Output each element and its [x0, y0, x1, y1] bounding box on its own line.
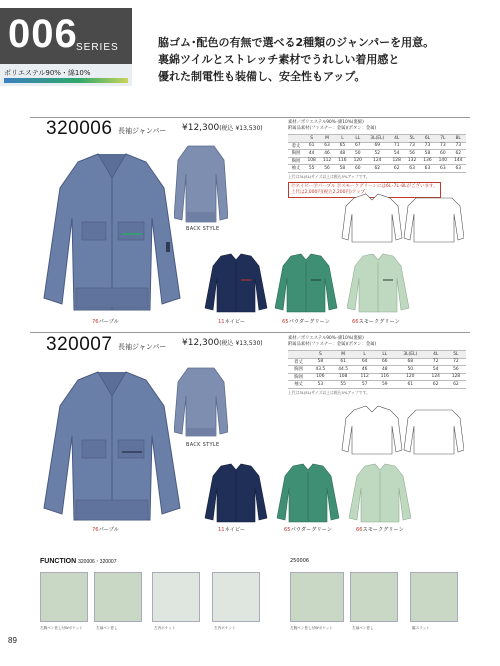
function-caption-6: 左袖ペン差し [352, 626, 374, 630]
size-table-cell: 128 [389, 157, 404, 165]
description-line-1: 脇ゴム･配色の有無で選べる2種類のジャンパーを用意。 [158, 36, 435, 49]
size-table-cell: 袖丈 [288, 381, 309, 389]
size-table-cell: 3L(EL) [395, 351, 426, 359]
size-table-cell: 66 [375, 358, 395, 366]
product-price: ¥12,300(税込 ¥13,530) [182, 338, 263, 348]
size-table-cell: 68 [395, 358, 426, 366]
main-jacket-purple-2 [38, 366, 186, 526]
size-table-cell: 71 [389, 142, 404, 150]
main-jacket-purple [38, 148, 186, 316]
size-table-cell: 5L [404, 135, 419, 143]
size-table-cell: 132 [404, 157, 419, 165]
size-table-cell: 54 [389, 150, 404, 158]
size-table-cell: L [335, 135, 350, 143]
back-jacket-purple [174, 140, 228, 224]
size-table-cell: 50 [350, 150, 365, 158]
product-number: 320007 [46, 334, 113, 355]
size-table-row [288, 358, 466, 366]
function-thumb-7 [410, 572, 458, 622]
jacket-navy [203, 252, 269, 314]
size-table-row [288, 381, 466, 389]
size-table-cell: 63 [435, 165, 450, 173]
size-table-cell: 55 [332, 381, 355, 389]
size-table-cell: 48 [335, 150, 350, 158]
size-table-cell: 60 [350, 165, 365, 173]
size-table-header [288, 351, 466, 359]
size-table-cell: 63 [404, 165, 419, 173]
size-table-cell: 胸囲 [288, 373, 309, 381]
description-line-3: 優れた制電性も装備し、安全性もアップ。 [158, 70, 366, 83]
size-table-cell: 57 [355, 381, 375, 389]
product-price: ¥12,300(税込 ¥13,530) [182, 123, 263, 133]
size-table-cell: 6L [420, 135, 435, 143]
size-table-row [288, 150, 466, 158]
size-table-cell: 5L [446, 351, 466, 359]
size-table-cell: 胸囲 [288, 150, 304, 158]
size-table-cell: 58 [420, 150, 435, 158]
fabric-color-bar [4, 78, 128, 83]
product-category: 長袖ジャンパー [118, 343, 167, 351]
back-style-label: BACK STYLE [186, 442, 220, 448]
series-number: 006 [8, 12, 78, 56]
size-table-cell: 120 [350, 157, 365, 165]
color-label-navy: 11ネイビー [218, 319, 246, 325]
function-thumb-3 [152, 572, 200, 622]
size-table-cell: 112 [355, 373, 375, 381]
size-table-cell: 73 [420, 142, 435, 150]
jacket-smoke-green [345, 252, 411, 314]
function-caption-3: 左内ポケット [154, 626, 176, 630]
size-table-cell: 61 [304, 142, 319, 150]
fabric-strip [0, 64, 132, 86]
size-table-cell: 124 [426, 373, 446, 381]
size-table-row [288, 157, 466, 165]
size-table-row [288, 373, 466, 381]
size-table-cell: 4L [389, 135, 404, 143]
size-table-cell: 60 [435, 150, 450, 158]
page-number: 89 [8, 636, 17, 645]
size-table-row [288, 366, 466, 374]
function-thumb-6 [350, 572, 398, 622]
size-table-cell: 59 [375, 381, 395, 389]
size-table [288, 350, 466, 389]
function-thumb-4 [212, 572, 260, 622]
size-table-cell: 56 [319, 165, 334, 173]
size-table-cell: 61 [332, 358, 355, 366]
size-table-cell: 8L [451, 135, 466, 143]
product-spec: 素材／ポリエステル90%･綿10%(裏綿) 附属品素材(ファスナー：金属)(ボタン：金属) [288, 120, 377, 131]
jacket-navy-2 [203, 462, 269, 524]
size-table-cell: 65 [335, 142, 350, 150]
size-table-cell [288, 135, 304, 143]
color-label-powder-green: 65パウダーグリーン [284, 527, 332, 533]
size-table-cell: 63 [451, 165, 466, 173]
size-table-cell: 112 [319, 157, 334, 165]
size-table-cell: 64 [355, 358, 375, 366]
size-table-cell: LL [350, 135, 365, 143]
size-table-cell: 52 [365, 150, 389, 158]
back-style-label: BACK STYLE [186, 226, 220, 232]
size-table-cell: 44.5 [332, 366, 355, 374]
series-badge [0, 8, 132, 64]
description-line-2: 裏綿ツイルとストレッチ素材でうれしい着用感と [158, 53, 400, 66]
size-table-cell [288, 351, 309, 359]
fabric-label: ポリエステル90%・綿10% [4, 69, 91, 77]
color-label-smoke-green: 66スモークグリーン [352, 319, 400, 325]
size-table-header [288, 135, 466, 143]
color-label-purple: 76パープル [92, 527, 119, 533]
size-table-cell: 58 [309, 358, 332, 366]
size-table-cell: 7L [435, 135, 450, 143]
jacket-smoke-green-2 [347, 462, 413, 524]
size-note: 上代は3L(EL)サイズ以上は税込5%アップです。 [288, 390, 370, 395]
size-table-cell: 着丈 [288, 142, 304, 150]
function-title: FUNCTION 320006・320007 [40, 558, 117, 565]
size-table-cell: 胸囲 [288, 366, 309, 374]
product-category: 長袖ジャンパー [118, 127, 167, 135]
size-table-cell: 73 [435, 142, 450, 150]
size-table-cell: 55 [304, 165, 319, 173]
color-label-purple: 76パープル [92, 319, 119, 325]
divider-middle [30, 332, 470, 333]
size-table-cell: LL [375, 351, 395, 359]
size-table-cell: 116 [335, 157, 350, 165]
size-table-row [288, 165, 466, 173]
size-table-cell: 140 [435, 157, 450, 165]
size-table-cell: 116 [375, 373, 395, 381]
size-table-cell: M [332, 351, 355, 359]
size-table-cell: 43.5 [309, 366, 332, 374]
size-table-cell: 124 [365, 157, 389, 165]
size-note: 上代は3L(EL)サイズ以上は税込5%アップです。 [288, 174, 370, 179]
size-table-cell: 69 [365, 142, 389, 150]
size-table-cell: 62 [365, 165, 389, 173]
size-table-cell: 136 [420, 157, 435, 165]
size-table-cell: 62 [446, 381, 466, 389]
size-table-cell: 56 [404, 150, 419, 158]
size-table-cell: S [309, 351, 332, 359]
technical-drawing-320006 [340, 192, 464, 244]
size-notice: ⓅネイビーⓅパープル Ⓟスモークグリーンには6L･7L･8Lがございます。 上代は2,000円(税込2,200円)アップ。 [288, 182, 441, 198]
size-table-cell: 44 [304, 150, 319, 158]
size-table-cell: 73 [404, 142, 419, 150]
size-table-cell: 128 [446, 373, 466, 381]
size-table-cell: 63 [420, 165, 435, 173]
size-table-cell: 53 [309, 381, 332, 389]
size-table-cell: 48 [375, 366, 395, 374]
size-table-cell: 61 [395, 381, 426, 389]
technical-drawing-320007 [340, 404, 464, 456]
size-table-cell: 120 [395, 373, 426, 381]
size-table-cell: 胸囲 [288, 157, 304, 165]
function-caption-5: 左胸ペン差し付Wポケット [290, 626, 333, 630]
back-jacket-purple-2 [174, 362, 228, 438]
color-label-navy: 11ネイビー [218, 527, 246, 533]
size-table-cell: 54 [426, 366, 446, 374]
size-table-cell: 108 [304, 157, 319, 165]
size-table-cell: 62 [451, 150, 466, 158]
size-table-cell: 46 [355, 366, 375, 374]
size-table-row [288, 142, 466, 150]
function-caption-1: 左胸ペン差し付Wポケット [40, 626, 83, 630]
size-table-cell: 58 [335, 165, 350, 173]
size-table-cell: 62 [426, 381, 446, 389]
size-table-cell: 63 [319, 142, 334, 150]
size-table-cell: L [355, 351, 375, 359]
size-table-cell: S [304, 135, 319, 143]
function-thumb-1 [40, 572, 88, 622]
size-table-cell: 73 [451, 142, 466, 150]
size-table [288, 134, 466, 173]
size-table-cell: 144 [451, 157, 466, 165]
color-label-smoke-green: 66スモークグリーン [356, 527, 404, 533]
function-caption-7: 脇スリット [412, 626, 430, 630]
series-description [158, 34, 488, 85]
size-table-cell: M [319, 135, 334, 143]
series-word: SERIES [76, 42, 119, 53]
size-table-cell: 106 [309, 373, 332, 381]
size-table-cell: 袖丈 [288, 165, 304, 173]
product-spec: 素材／ポリエステル90%･綿10%(裏綿) 附属品素材(ファスナー：金属)(ボタン：金属) [288, 336, 377, 347]
jacket-powder-green-2 [275, 462, 341, 524]
function-caption-4: 左内ポケット [214, 626, 236, 630]
size-table-cell: 72 [426, 358, 446, 366]
size-table-cell: 108 [332, 373, 355, 381]
size-table-cell: 67 [350, 142, 365, 150]
function-thumb-2 [94, 572, 142, 622]
function-caption-2: 左袖ペン差し [96, 626, 118, 630]
size-table-cell: 着丈 [288, 358, 309, 366]
function-thumb-5 [290, 572, 344, 622]
size-table-cell: 4L [426, 351, 446, 359]
size-table-cell: 56 [446, 366, 466, 374]
size-table-cell: 46 [319, 150, 334, 158]
color-label-powder-green: 65パウダーグリーン [282, 319, 330, 325]
jacket-powder-green [273, 252, 339, 314]
size-table-cell: 62 [389, 165, 404, 173]
size-table-cell: 72 [446, 358, 466, 366]
function-second-model: 250006 [290, 558, 310, 564]
product-number: 320006 [46, 118, 113, 139]
size-table-cell: 3L(EL) [365, 135, 389, 143]
size-table-cell: 50 [395, 366, 426, 374]
